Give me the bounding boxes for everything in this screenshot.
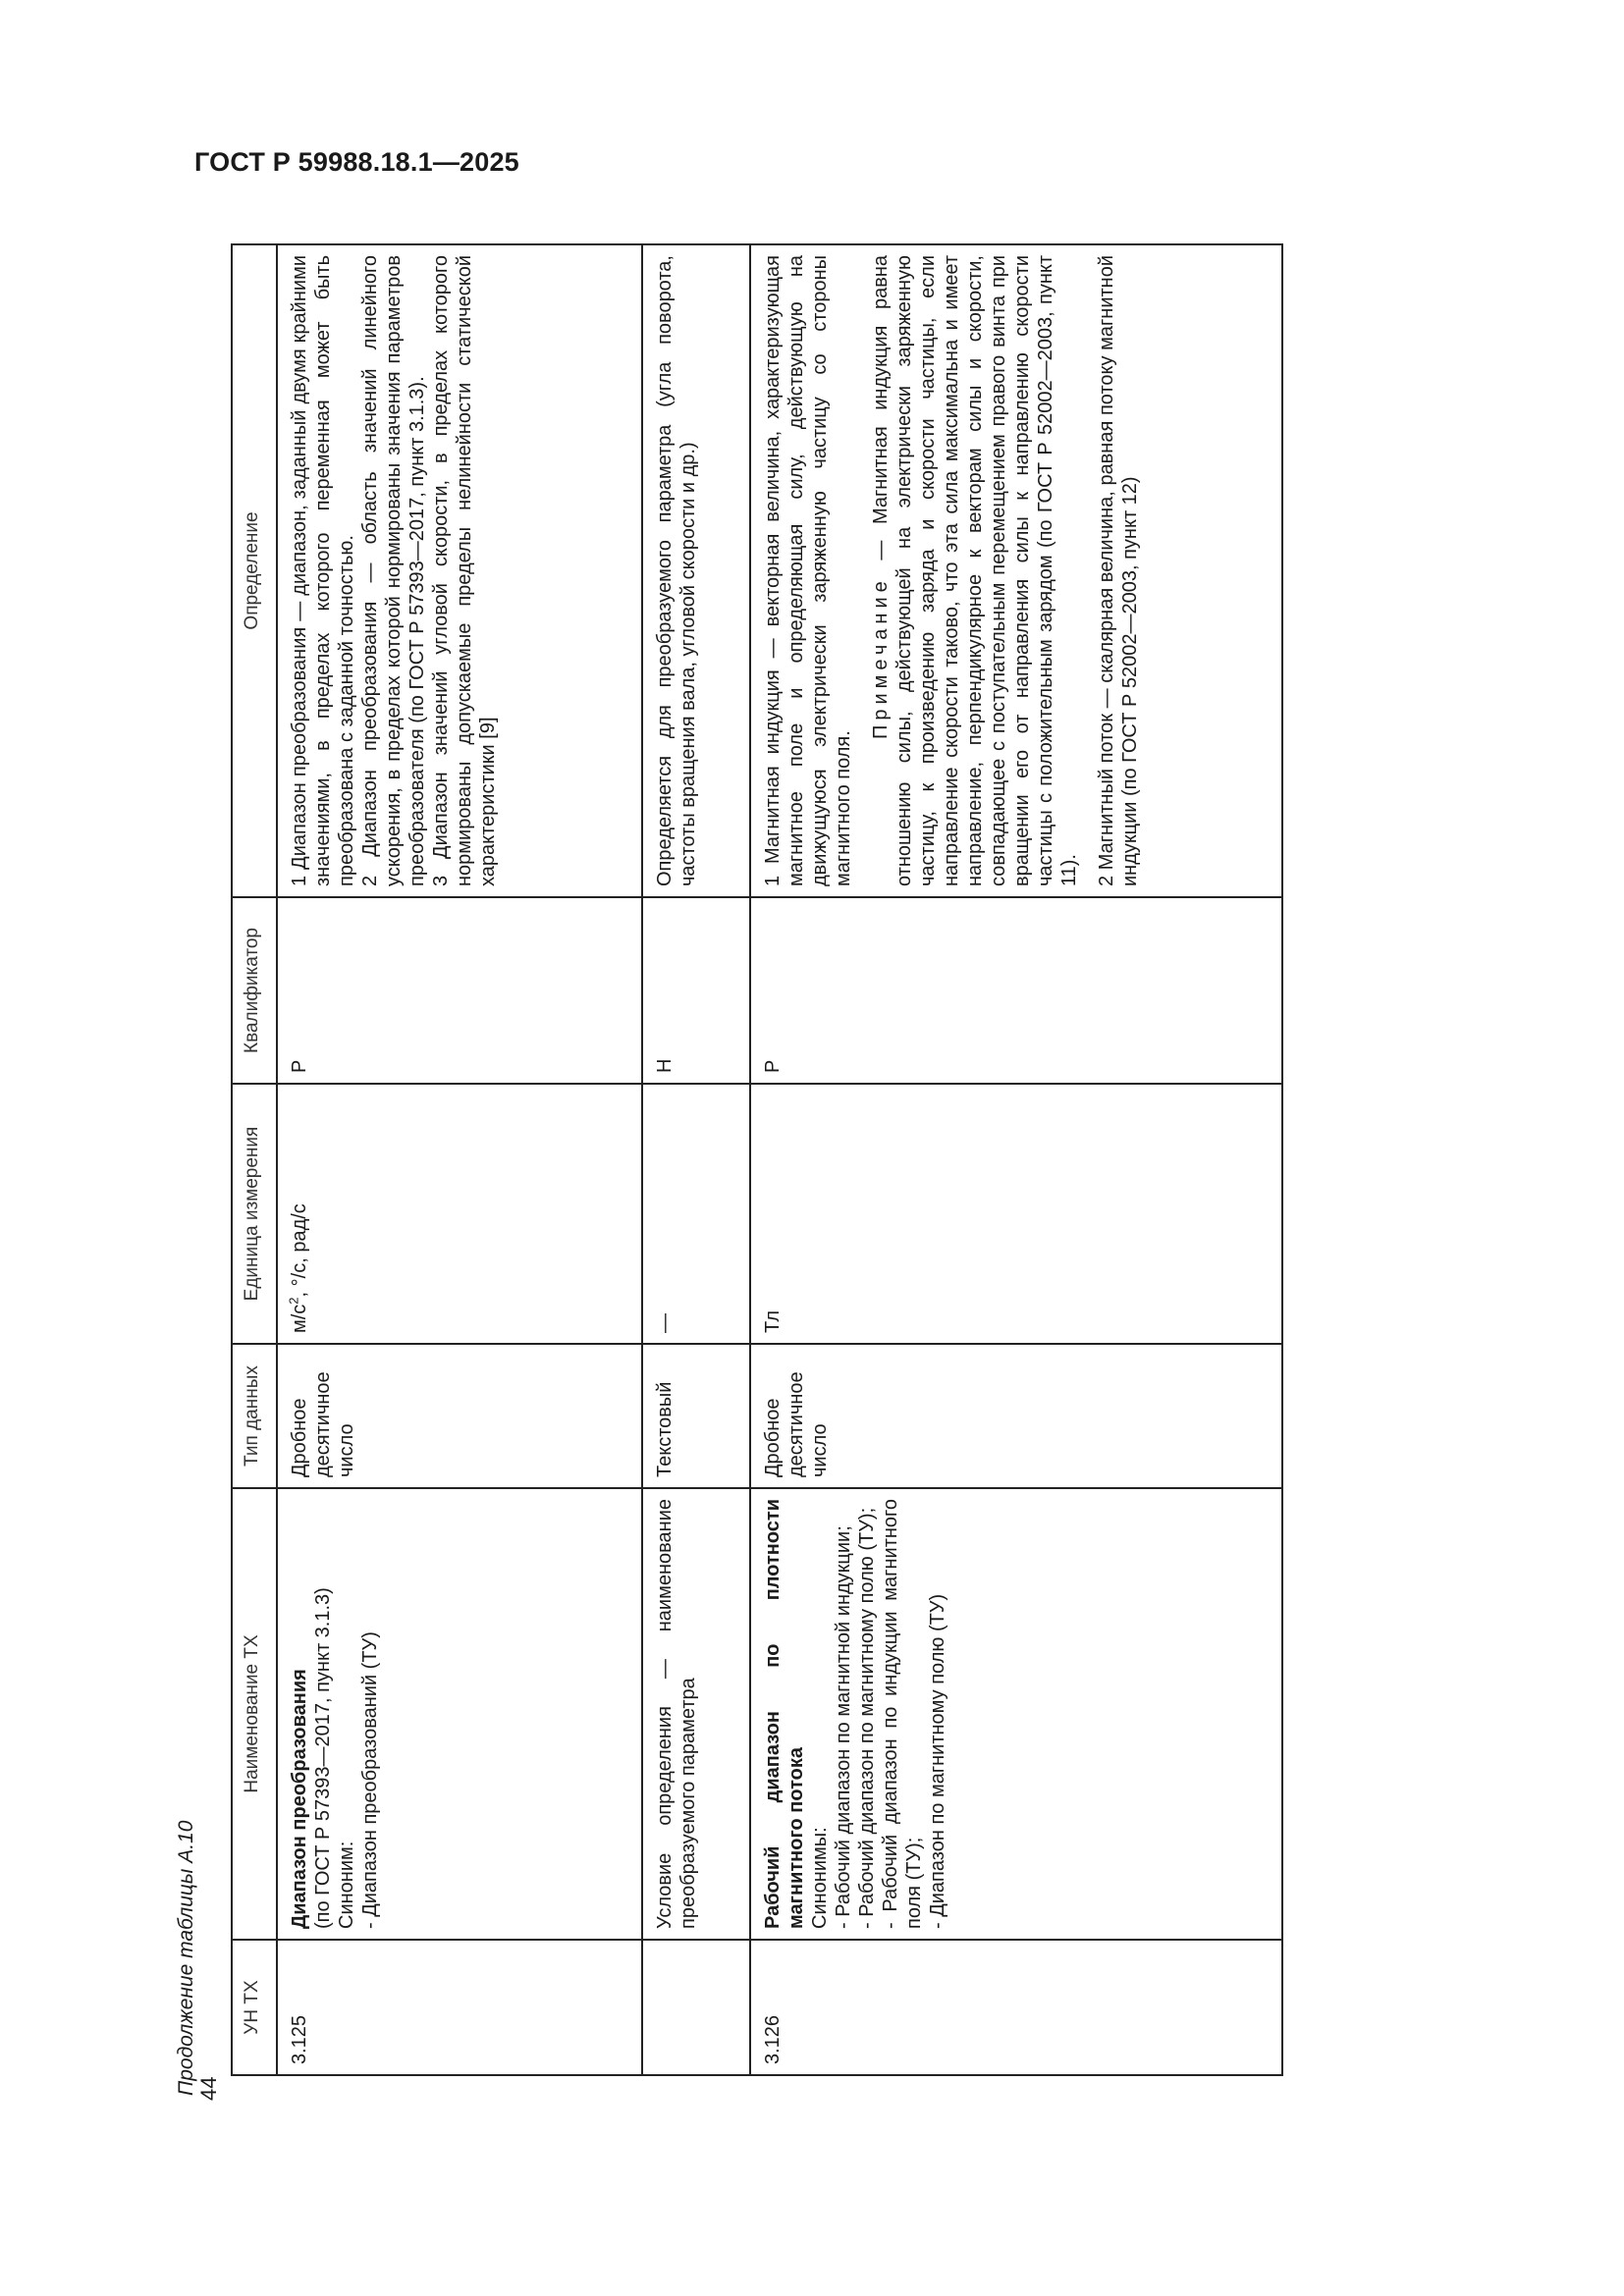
synonym-item: - Рабочий диапазон по индукции магнитного поля (ТУ); [880, 1499, 925, 1929]
definition-item: 2 Магнитный поток — скалярная величина, равная потоку магнитной индукции (по ГОСТ Р 52002—2003, пункт 12) [1096, 255, 1141, 886]
unit-superscript: 2 [286, 1297, 301, 1305]
table-header-row [232, 244, 277, 2075]
synonym-label: Синоним: [336, 1841, 357, 1929]
row-data-type: Дробное десятичное число [277, 1344, 642, 1488]
term-title: Рабочий диапазон по плотности магнитного потока [762, 1499, 807, 1929]
row-name [750, 1488, 1282, 1940]
row-name: Условие определения — наименование преобразуемого параметра [642, 1488, 750, 1940]
row-name [277, 1488, 642, 1940]
term-source: (по ГОСТ Р 57393—2017, пункт 3.1.3) [312, 1587, 334, 1929]
page-number: 44 [196, 2076, 221, 2101]
definition-item: 3 Диапазон значений угловой скорости, в пределах которого нормированы допускаемые пределы нелинейности статической характеристики [9] [430, 255, 499, 886]
definition-note [869, 255, 1081, 886]
row-data-type: Текстовый [642, 1344, 750, 1488]
note-label: Примечание [870, 576, 892, 739]
unit-text-rest: , °/с, рад/с [289, 1203, 310, 1298]
note-text: — Магнитная индукция равна отношению силы, действующей на электрически заряженную частицу, к произведению заряда и скорости частицы, если направление скорости таково, что эта сила максимальна и имеет направление, перпендикулярное к векторам силы и скорости, совпадающее с поступательным перемещением правого винта при вращении его от направления силы к направлению скорости частицы с положительным зарядом (по ГОСТ Р 52002—2003, пункт 11). [870, 255, 1080, 886]
row-unit [277, 1084, 642, 1344]
row-unit: — [642, 1084, 750, 1344]
row-id: 3.126 [750, 1940, 1282, 2075]
terms-table [231, 243, 1283, 2076]
table-row [642, 244, 750, 2075]
column-header-name: Наименование ТХ [232, 1488, 277, 1940]
table-row [750, 244, 1282, 2075]
row-qualifier: Р [277, 897, 642, 1084]
row-definition [277, 244, 642, 897]
synonym-item: - Рабочий диапазон по магнитному полю (ТУ); [856, 1507, 878, 1929]
row-qualifier: Н [642, 897, 750, 1084]
row-data-type: Дробное десятичное число [750, 1344, 1282, 1488]
column-header-id: УН ТХ [232, 1940, 277, 2075]
term-title: Диапазон преобразования [289, 1669, 310, 1929]
synonym-item: - Диапазон преобразований (ТУ) [359, 1631, 381, 1929]
row-id: 3.125 [277, 1940, 642, 2075]
column-header-qualifier: Квалификатор [232, 897, 277, 1084]
definition-item: 2 Диапазон преобразования — область значений линейного ускорения, в пределах которой нормированы значения параметров преобразователя (по ГОСТ Р 57393—2017, пункт 3.1.3). [359, 255, 428, 886]
column-header-unit: Единица измерения [232, 1084, 277, 1344]
table-row [277, 244, 642, 2075]
row-id [642, 1940, 750, 2075]
unit-text: м/с [289, 1304, 310, 1333]
row-unit: Тл [750, 1084, 1282, 1344]
definition-item: 1 Диапазон преобразования — диапазон, заданный двумя крайними значениями, в пределах которого переменная может быть преобразована с заданной точностью. [289, 255, 357, 886]
rotated-table-block [175, 245, 1304, 2096]
row-qualifier: Р [750, 897, 1282, 1084]
synonym-item: - Диапазон по магнитному полю (ТУ) [927, 1593, 948, 1929]
column-header-type: Тип данных [232, 1344, 277, 1488]
row-definition: Определяется для преобразуемого параметра (угла поворота, частоты вращения вала, угловой скорости и др.) [642, 244, 750, 897]
column-header-definition: Определение [232, 244, 277, 897]
definition-item: 1 Магнитная индукция — векторная величина, характеризующая магнитное поле и определяющая силу, действующую на движущуюся электрически заряженную частицу со стороны магнитного поля. [762, 255, 854, 886]
table-caption: Продолжение таблицы А.10 [175, 1820, 197, 2096]
synonym-item: - Рабочий диапазон по магнитной индукции; [833, 1525, 854, 1929]
synonym-label: Синонимы: [809, 1827, 831, 1929]
row-definition [750, 244, 1282, 897]
document-code: ГОСТ Р 59988.18.1—2025 [194, 147, 519, 177]
